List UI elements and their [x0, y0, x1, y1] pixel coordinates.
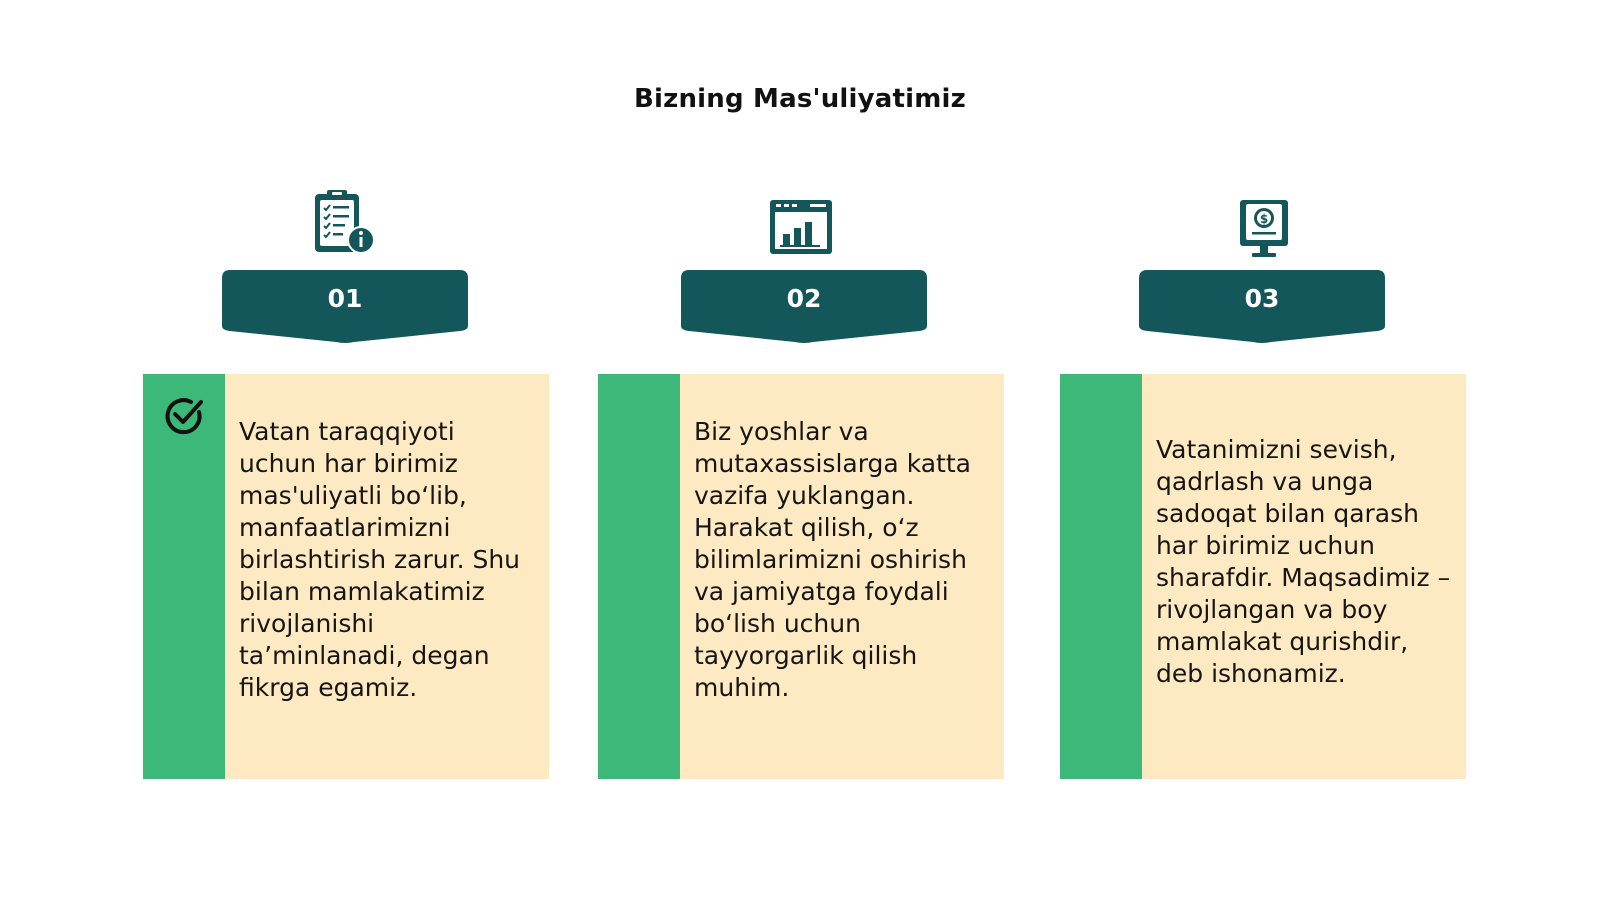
- card-03: [1060, 374, 1466, 779]
- card-strip: [1060, 374, 1142, 779]
- step-number: 03: [1244, 284, 1280, 313]
- step-number: 01: [327, 284, 363, 313]
- card-text: Biz yoshlar va mutaxassislarga katta vazifa yuklangan. Harakat qilish, o‘z bilimlarimizni oshirish va jamiyatga foydali bo‘lish uchun tayyorgarlik qilish muhim.: [694, 417, 971, 702]
- dollar-monitor-icon: [1236, 196, 1306, 266]
- clipboard-checklist-info-icon: [311, 188, 381, 258]
- card-strip: [598, 374, 680, 779]
- card-01: [143, 374, 549, 779]
- check-circle-icon: [161, 392, 209, 440]
- step-number: 02: [786, 284, 822, 313]
- svg-text:$: $: [1259, 212, 1269, 226]
- step-banner-01: [222, 270, 468, 346]
- card-02: [598, 374, 1004, 779]
- analytics-window-icon: [768, 198, 838, 268]
- step-banner-03: [1139, 270, 1385, 346]
- card-text: Vatanimizni sevish, qadrlash va unga sadoqat bilan qarash har birimiz uchun sharafdir. Maqsadimiz – rivojlangan va boy mamlakat qurishdir, deb ishonamiz.: [1156, 435, 1451, 688]
- page-title: Bizning Mas'uliyatimiz: [633, 84, 966, 114]
- card-strip: [143, 374, 225, 779]
- step-banner-02: [681, 270, 927, 346]
- card-text: Vatan taraqqiyoti uchun har birimiz mas'uliyatli bo‘lib, manfaatlarimizni birlashtirish zarur. Shu bilan mamlakatimiz rivojlanishi ta’minlanadi, degan fikrga egamiz.: [239, 417, 521, 702]
